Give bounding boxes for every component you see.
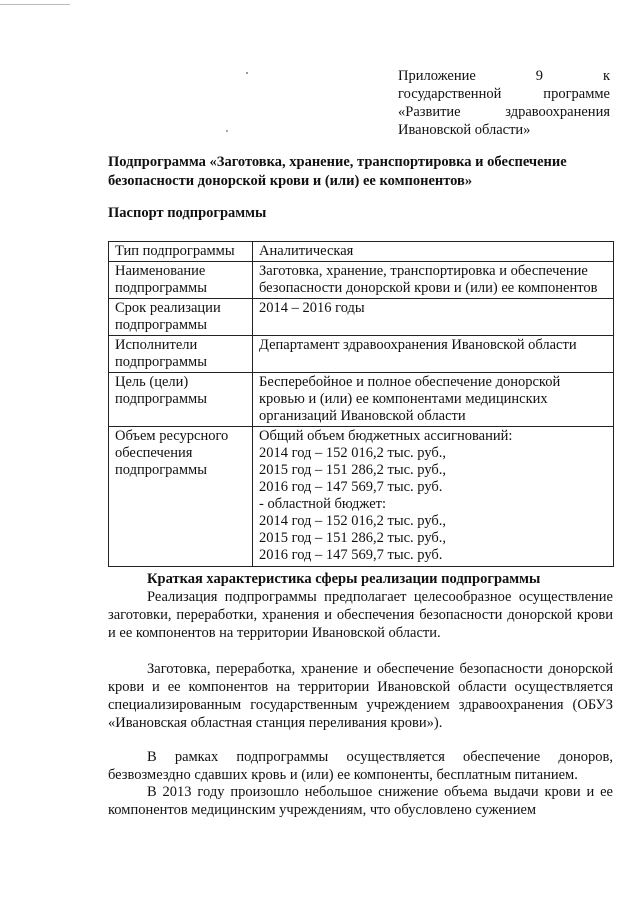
value-line: 2015 год – 151 286,2 тыс. руб., <box>259 530 447 546</box>
table-row <box>109 262 614 299</box>
subprogram-title: Подпрограмма «Заготовка, хранение, транспортировка и обеспечение безопасности донорской крови и (или) ее компонентов» <box>108 154 567 189</box>
scan-artifact-speck <box>226 130 228 132</box>
row-value <box>253 262 614 299</box>
body-paragraph: В 2013 году произошло небольшое снижение объема выдачи крови и ее компонентов медицинским учреждениям, что обусловлено сужением <box>108 784 613 818</box>
appendix-line: Ивановской области» <box>398 122 531 138</box>
passport-title: Паспорт подпрограммы <box>108 205 267 221</box>
section-heading: Краткая характеристика сферы реализации подпрограммы <box>147 571 541 587</box>
passport-table <box>108 241 614 567</box>
row-value <box>253 373 614 427</box>
value-line: 2016 год – 147 569,7 тыс. руб. <box>259 479 443 495</box>
value-line: Аналитическая <box>259 243 354 259</box>
scan-artifact-speck <box>246 72 248 74</box>
row-label: Цель (цели) подпрограммы <box>109 373 253 427</box>
value-line: Общий объем бюджетных ассигнований: <box>259 428 513 444</box>
value-line: 2014 – 2016 годы <box>259 300 365 316</box>
row-value <box>253 336 614 373</box>
value-line: Департамент здравоохранения Ивановской области <box>259 337 577 353</box>
appendix-note <box>398 67 610 139</box>
row-label: Наименование подпрограммы <box>109 262 253 299</box>
row-value <box>253 242 614 262</box>
row-label: Объем ресурсного обеспечения подпрограммы <box>109 427 253 567</box>
value-line: Бесперебойное и полное обеспечение донорской <box>259 374 561 390</box>
value-line: безопасности донорской крови и (или) ее компонентов <box>259 280 598 296</box>
row-value <box>253 299 614 336</box>
row-label: Срок реализации подпрограммы <box>109 299 253 336</box>
body-paragraph: Реализация подпрограммы предполагает целесообразное осуществление заготовки, переработки, хранения и обеспечения безопасности донорской крови и ее компонентов на территории Ивановской области. <box>108 589 613 641</box>
row-label: Исполнители подпрограммы <box>109 336 253 373</box>
table-row <box>109 242 614 262</box>
body-paragraph: В рамках подпрограммы осуществляется обеспечение доноров, безвозмездно сдавших кровь и (или) ее компоненты, бесплатным питанием. <box>108 749 613 783</box>
table-row <box>109 427 614 567</box>
value-line: организаций Ивановской области <box>259 408 466 424</box>
appendix-line: Приложение 9 к <box>398 68 610 84</box>
value-line: - областной бюджет: <box>259 496 387 512</box>
value-line: 2014 год – 152 016,2 тыс. руб., <box>259 445 447 461</box>
row-label: Тип подпрограммы <box>109 242 253 262</box>
table-row <box>109 336 614 373</box>
value-line: Заготовка, хранение, транспортировка и обеспечение <box>259 263 588 279</box>
value-line: 2015 год – 151 286,2 тыс. руб., <box>259 462 447 478</box>
appendix-line: «Развитие здравоохранения <box>398 104 610 120</box>
body-paragraph: Заготовка, переработка, хранение и обеспечение безопасности донорской крови и ее компонентов на территории Ивановской области осуществляется специализированным государственным учреждением здравоохранения (ОБУЗ «Ивановская областная станция переливания крови»). <box>108 661 613 731</box>
value-line: 2016 год – 147 569,7 тыс. руб. <box>259 547 443 563</box>
row-value <box>253 427 614 567</box>
table-row <box>109 299 614 336</box>
appendix-line: государственной программе <box>398 86 610 102</box>
value-line: кровью и (или) ее компонентами медицинских <box>259 391 548 407</box>
scan-artifact-line <box>0 4 70 5</box>
table-row <box>109 373 614 427</box>
value-line: 2014 год – 152 016,2 тыс. руб., <box>259 513 447 529</box>
